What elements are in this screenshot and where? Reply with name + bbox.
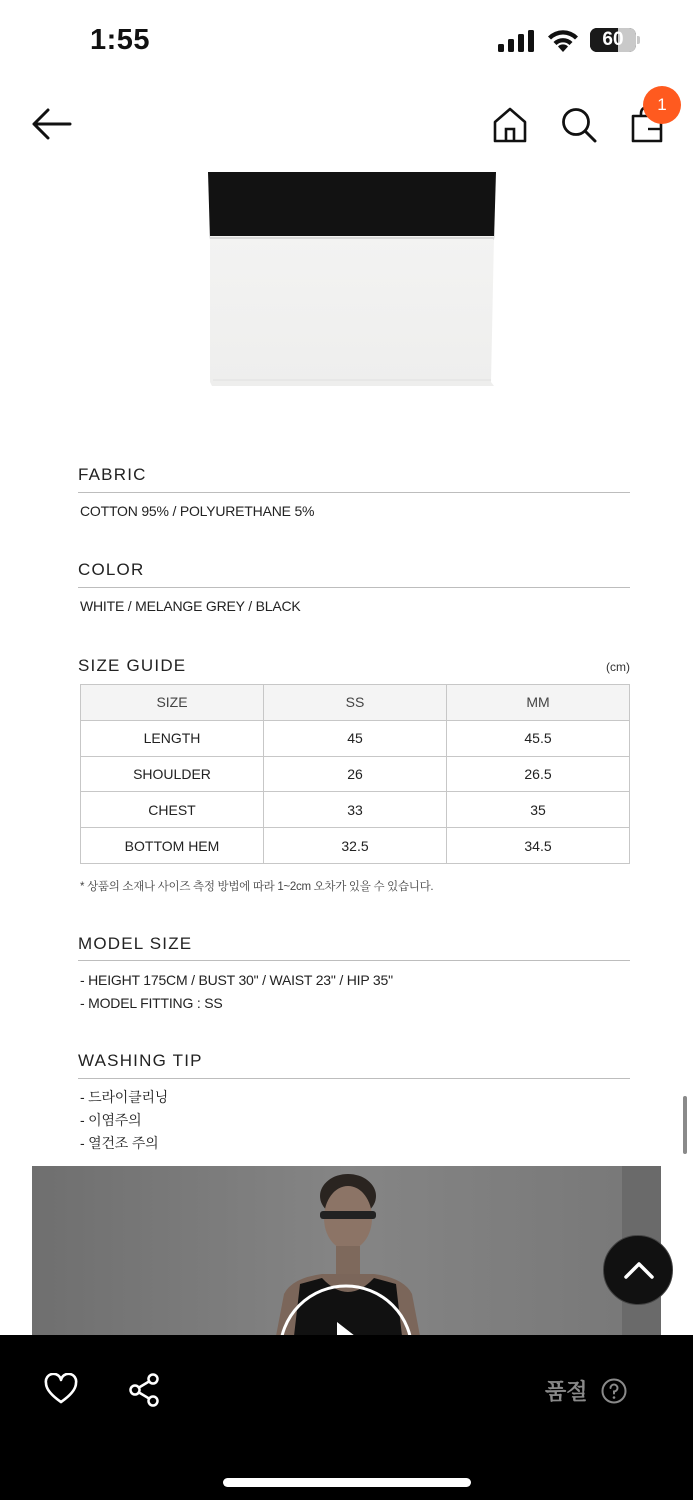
fabric-title: FABRIC bbox=[78, 465, 147, 484]
table-header-row bbox=[81, 685, 630, 721]
video-frame bbox=[32, 1166, 661, 1336]
column-header: MM bbox=[447, 685, 630, 721]
home-indicator[interactable] bbox=[223, 1478, 471, 1487]
scroll-to-top-button[interactable] bbox=[603, 1235, 673, 1305]
table-cell: 45 bbox=[264, 720, 447, 756]
home-icon[interactable] bbox=[492, 106, 528, 144]
column-header: SS bbox=[264, 685, 447, 721]
table-cell: CHEST bbox=[81, 792, 264, 828]
divider bbox=[78, 960, 630, 961]
table-row bbox=[81, 792, 630, 828]
cellular-signal-icon bbox=[498, 30, 536, 52]
status-time: 1:55 bbox=[90, 24, 151, 56]
washing-tip-line: - 열건조 주의 bbox=[80, 1135, 159, 1151]
battery-level: 60 bbox=[602, 29, 624, 50]
help-icon[interactable] bbox=[601, 1378, 627, 1404]
model-size-line: - HEIGHT 175CM / BUST 30" / WAIST 23" / HIP 35" bbox=[80, 972, 393, 988]
back-arrow-icon[interactable] bbox=[30, 106, 72, 142]
chevron-up-icon bbox=[604, 1236, 674, 1306]
size-guide-table bbox=[80, 684, 630, 864]
bottom-action-bar bbox=[0, 1335, 693, 1500]
table-cell: 33 bbox=[264, 792, 447, 828]
soldout-label: 품절 bbox=[545, 1380, 588, 1405]
divider bbox=[78, 492, 630, 493]
washing-tip-line: - 이염주의 bbox=[80, 1112, 142, 1128]
product-image bbox=[205, 172, 499, 386]
table-cell: BOTTOM HEM bbox=[81, 828, 264, 864]
color-title: COLOR bbox=[78, 560, 145, 579]
size-guide-note: * 상품의 소재나 사이즈 측정 방법에 따라 1~2cm 오차가 있을 수 있습니다. bbox=[80, 881, 434, 893]
table-row bbox=[81, 720, 630, 756]
battery-indicator bbox=[590, 28, 640, 52]
washing-tip-line: - 드라이클리닝 bbox=[80, 1089, 169, 1105]
color-value: WHITE / MELANGE GREY / BLACK bbox=[80, 598, 301, 614]
scroll-indicator[interactable] bbox=[683, 1096, 687, 1154]
divider bbox=[78, 1078, 630, 1079]
top-navigation bbox=[0, 84, 693, 170]
table-cell: SHOULDER bbox=[81, 756, 264, 792]
wifi-icon bbox=[546, 27, 580, 53]
cart-count-badge[interactable]: 1 bbox=[643, 86, 681, 124]
fabric-value: COTTON 95% / POLYURETHANE 5% bbox=[80, 503, 315, 519]
table-cell: 32.5 bbox=[264, 828, 447, 864]
share-icon[interactable] bbox=[128, 1373, 160, 1407]
size-unit: (cm) bbox=[606, 660, 630, 674]
table-cell: 35 bbox=[447, 792, 630, 828]
table-cell: 26.5 bbox=[447, 756, 630, 792]
size-guide-title: SIZE GUIDE bbox=[78, 656, 187, 675]
table-cell: LENGTH bbox=[81, 720, 264, 756]
table-cell: 45.5 bbox=[447, 720, 630, 756]
model-size-line: - MODEL FITTING : SS bbox=[80, 995, 223, 1011]
status-bar bbox=[0, 0, 693, 84]
table-row bbox=[81, 828, 630, 864]
search-icon[interactable] bbox=[560, 106, 598, 144]
table-cell: 26 bbox=[264, 756, 447, 792]
washing-tip-title: WASHING TIP bbox=[78, 1051, 203, 1070]
heart-icon[interactable] bbox=[44, 1373, 78, 1405]
column-header: SIZE bbox=[81, 685, 264, 721]
model-size-title: MODEL SIZE bbox=[78, 934, 193, 953]
product-video[interactable] bbox=[32, 1166, 661, 1336]
table-row bbox=[81, 756, 630, 792]
table-cell: 34.5 bbox=[447, 828, 630, 864]
divider bbox=[78, 587, 630, 588]
